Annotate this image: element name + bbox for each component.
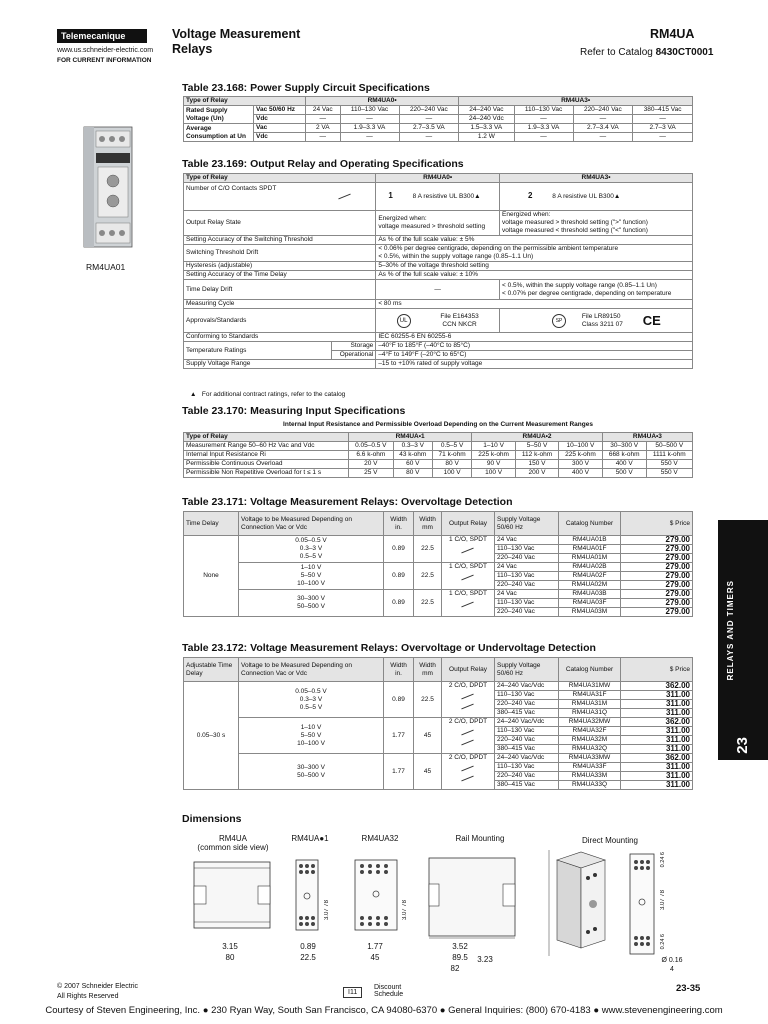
- ce-mark-icon: CE: [642, 312, 661, 328]
- contact-rating: 8 A resistive UL B300▲: [412, 193, 481, 200]
- type-of-relay: Type of Relay: [184, 97, 306, 106]
- time-delay-value: None: [184, 536, 239, 617]
- supply-voltage: 24–240 Vac/Vdc: [495, 682, 559, 691]
- dim-label-direct: Direct Mounting: [581, 836, 639, 845]
- storage-label: Storage: [332, 342, 376, 351]
- section-tab[interactable]: [718, 520, 768, 760]
- table-cell: 2.7–3.4 VA: [573, 124, 633, 133]
- price: 279.00: [621, 608, 693, 617]
- table-cell: 5–50 V: [515, 442, 558, 451]
- output-relay: 2 C/O, DPDT: [442, 682, 495, 718]
- csa-logo-icon: SP: [552, 314, 566, 328]
- table-cell: 24–240 Vdc: [459, 115, 514, 124]
- price: 362.00: [621, 718, 693, 727]
- table-cell: —: [514, 115, 573, 124]
- contact-symbol-icon: [459, 547, 477, 554]
- table-cell: —: [633, 115, 693, 124]
- brand-logo: Telemecanique: [57, 29, 147, 43]
- vdc-label: Vdc: [254, 133, 306, 142]
- table-cell: 50–500 V: [646, 442, 692, 451]
- discount-code: I11: [343, 987, 362, 998]
- contact-rating: 8 A resistive UL B300▲: [552, 193, 621, 200]
- group-rm4ua3: RM4UA3•: [459, 97, 693, 106]
- contact-symbol-icon: [459, 765, 477, 772]
- table-168: [183, 96, 693, 142]
- table-cell: —: [633, 133, 693, 142]
- operational-label: Operational: [332, 351, 376, 360]
- width-mm: 22.5: [414, 682, 442, 718]
- voltage-ranges: 1–10 V 5–50 V 10–100 V: [239, 563, 384, 590]
- catalog-number[interactable]: RM4UA01B: [559, 536, 621, 545]
- voltage-ranges: 30–300 V 50–500 V: [239, 590, 384, 617]
- table-row: [184, 682, 693, 691]
- catalog-number[interactable]: RM4UA33MW: [559, 754, 621, 763]
- table-row: [184, 590, 693, 599]
- table-cell: 1.2 W: [459, 133, 514, 142]
- table-cell: 71 k-ohm: [432, 451, 471, 460]
- front-view-wide-drawing: [353, 858, 401, 934]
- voltage-ranges: 0.05–0.5 V 0.3–3 V 0.5–5 V: [239, 536, 384, 563]
- dim-height: 3.07 78: [402, 900, 408, 921]
- type-of-relay: Type of Relay: [184, 433, 349, 442]
- rated-supply-label: Rated Supply Voltage (Un): [184, 106, 254, 124]
- contact-symbol-icon: [459, 574, 477, 581]
- dim-value: 0.89: [300, 942, 316, 951]
- table-cell: 150 V: [515, 460, 558, 469]
- dim-value: 1.77: [367, 942, 383, 951]
- supply-voltage: 380–415 Vac: [495, 709, 559, 718]
- supply-voltage: 110–130 Vac: [495, 763, 559, 772]
- spec-label: Approvals/Standards: [184, 309, 376, 333]
- price: 311.00: [621, 736, 693, 745]
- table-cell: 550 V: [646, 460, 692, 469]
- header-price: $ Price: [621, 658, 693, 682]
- table-cell: 25 V: [349, 469, 394, 478]
- product-image-caption: RM4UA01: [86, 262, 126, 272]
- output-state-label: Output Relay State: [184, 211, 376, 236]
- dim-value: 45: [370, 953, 380, 962]
- output-state-rm4ua0: Energized when: voltage measured > threshold setting: [376, 211, 500, 236]
- dim-top: 0.24 6: [660, 852, 666, 868]
- group-rm4ua1: RM4UA•1: [349, 433, 472, 442]
- table-cell: 6.6 k-ohm: [349, 451, 394, 460]
- contact-symbol-icon: [459, 703, 477, 710]
- spec-label: Setting Accuracy of the Time Delay: [184, 271, 376, 280]
- header-supply-voltage: Supply Voltage 50/60 Hz: [495, 658, 559, 682]
- side-view-drawing: [190, 858, 275, 933]
- dim-value: 3.52: [452, 942, 468, 951]
- table-cell: —: [340, 115, 399, 124]
- table-169-title: Table 23.169: Output Relay and Operating Specifications: [182, 158, 464, 170]
- table-cell: 0.05–0.5 V: [349, 442, 394, 451]
- table-row: [184, 451, 693, 460]
- supply-voltage: 220–240 Vac: [495, 772, 559, 781]
- product-code: RM4UA: [650, 27, 695, 41]
- width-in: 0.89: [384, 682, 414, 718]
- table-row: [184, 563, 693, 572]
- table-cell: 400 V: [602, 460, 646, 469]
- catalog-number[interactable]: RM4UA31Q: [559, 709, 621, 718]
- price: 362.00: [621, 754, 693, 763]
- courtesy-line: Courtesy of Steven Engineering, Inc. ● 230 Ryan Way, South San Francisco, CA 94080-6370 ● General Inquiries: (800) 670-4183 ● www.stevenengineering.com: [45, 1005, 723, 1016]
- catalog-number[interactable]: RM4UA32M: [559, 736, 621, 745]
- table-cell: 2 VA: [306, 124, 341, 133]
- dim-height: 3.07 78: [324, 900, 330, 921]
- supply-voltage: 220–240 Vac: [495, 736, 559, 745]
- table-cell: 1.9–3.3 VA: [514, 124, 573, 133]
- price: 311.00: [621, 727, 693, 736]
- table-cell: 220–240 Vac: [399, 106, 459, 115]
- contact-count: 2: [528, 191, 533, 200]
- table-cell: 60 V: [393, 460, 432, 469]
- spec-label: Conforming to Standards: [184, 333, 376, 342]
- supply-voltage: 110–130 Vac: [495, 545, 559, 554]
- price: 311.00: [621, 745, 693, 754]
- price: 311.00: [621, 709, 693, 718]
- table-170: [183, 432, 693, 478]
- spec-label: Switching Threshold Drift: [184, 245, 376, 262]
- catalog-number[interactable]: RM4UA32Q: [559, 745, 621, 754]
- approval-ul: UL File E164353 CCN NKCR: [376, 309, 500, 333]
- supply-voltage: 220–240 Vac: [495, 581, 559, 590]
- row-label: Measurement Range 50–60 Hz Vac and Vdc: [184, 442, 349, 451]
- table-cell: 112 k-ohm: [515, 451, 558, 460]
- catalog-number[interactable]: RM4UA02B: [559, 563, 621, 572]
- table-cell: 1–10 V: [472, 442, 516, 451]
- supply-voltage: 110–130 Vac: [495, 599, 559, 608]
- header-supply-voltage: Supply Voltage 50/60 Hz: [495, 512, 559, 536]
- header-output-relay: Output Relay: [442, 658, 495, 682]
- spec-value: –40°F to 185°F (–40°C to 85°C): [376, 342, 693, 351]
- width-in: 0.89: [384, 590, 414, 617]
- header-price: $ Price: [621, 512, 693, 536]
- table-row: [184, 442, 693, 451]
- table-169: [183, 173, 693, 369]
- contact-symbol-icon: [336, 193, 354, 200]
- table-cell: 1.5–3.3 VA: [459, 124, 514, 133]
- header-time-delay: Time Delay: [184, 512, 239, 536]
- output-relay: 1 C/O, SPDT: [442, 563, 495, 590]
- price: 311.00: [621, 781, 693, 790]
- contacts-label: Number of C/O Contacts SPDT: [184, 183, 376, 211]
- supply-voltage: 24 Vac: [495, 590, 559, 599]
- row-label: Permissible Continuous Overload: [184, 460, 349, 469]
- catalog-number[interactable]: RM4UA33Q: [559, 781, 621, 790]
- table-cell: 43 k-ohm: [393, 451, 432, 460]
- catalog-number[interactable]: RM4UA31F: [559, 691, 621, 700]
- dim-label-rail: Rail Mounting: [455, 834, 505, 843]
- spec-value: —: [376, 280, 500, 300]
- table-row: [184, 469, 693, 478]
- contact-symbol-icon: [459, 601, 477, 608]
- dim-value: 3.23: [477, 955, 493, 964]
- group-rm4ua0: RM4UA0•: [306, 97, 459, 106]
- table-170-caption: Internal Input Resistance and Permissible Overload Depending on the Current Measurement Ranges: [283, 421, 593, 428]
- contact-count: 1: [388, 191, 393, 200]
- table-cell: 0.5–5 V: [432, 442, 471, 451]
- catalog-number[interactable]: RM4UA01F: [559, 545, 621, 554]
- vac5060-label: Vac 50/60 Hz: [254, 106, 306, 115]
- table-cell: 200 V: [515, 469, 558, 478]
- table-cell: —: [306, 133, 341, 142]
- table-cell: —: [340, 133, 399, 142]
- front-view-narrow-drawing: [294, 858, 322, 934]
- dim-label-rm4ua1: RM4UA●1: [291, 834, 329, 843]
- width-mm: 45: [414, 754, 442, 790]
- price: 279.00: [621, 599, 693, 608]
- header-voltage: Voltage to be Measured Depending on Connection Vac or Vdc: [239, 512, 384, 536]
- section-tab-label: RELAYS AND TIMERS: [726, 580, 735, 681]
- spec-value: –4°F to 149°F (–20°C to 65°C): [376, 351, 693, 360]
- output-relay: 2 C/O, DPDT: [442, 718, 495, 754]
- table-cell: —: [514, 133, 573, 142]
- dim-value: 3.15: [222, 942, 238, 951]
- ul-logo-icon: UL: [397, 314, 411, 328]
- table-cell: 380–415 Vac: [633, 106, 693, 115]
- supply-voltage: 220–240 Vac: [495, 608, 559, 617]
- contact-symbol-icon: [459, 739, 477, 746]
- header-output-relay: Output Relay: [442, 512, 495, 536]
- table-cell: —: [399, 133, 459, 142]
- dim-value: 89.5: [452, 953, 468, 962]
- table-cell: 1.9–3.3 VA: [340, 124, 399, 133]
- price: 279.00: [621, 572, 693, 581]
- supply-voltage: 24–240 Vac/Vdc: [495, 718, 559, 727]
- dim-value: 80: [225, 953, 235, 962]
- catalog-number[interactable]: RM4UA02F: [559, 572, 621, 581]
- hole-dim-mm: 4: [670, 966, 674, 973]
- dim-value: 82: [450, 964, 460, 973]
- table-cell: 225 k-ohm: [559, 451, 603, 460]
- table-cell: 80 V: [393, 469, 432, 478]
- header-time-delay: Adjustable Time Delay: [184, 658, 239, 682]
- supply-voltage: 380–415 Vac: [495, 781, 559, 790]
- average-consumption-label: Average Consumption at Un: [184, 124, 254, 142]
- rail-mounting-drawing: [425, 854, 520, 944]
- spec-value: As % of the full scale value: ± 5%: [376, 236, 693, 245]
- table-row: [184, 460, 693, 469]
- table-cell: —: [399, 115, 459, 124]
- header-width-mm: Width mm: [414, 658, 442, 682]
- price: 311.00: [621, 700, 693, 709]
- row-label: Permissible Non Repetitive Overload for t ≤ 1 s: [184, 469, 349, 478]
- table-row: [184, 754, 693, 763]
- price: 279.00: [621, 590, 693, 599]
- spec-label: Measuring Cycle: [184, 300, 376, 309]
- header-catalog-number: Catalog Number: [559, 658, 621, 682]
- spec-value: < 80 ms: [376, 300, 693, 309]
- table-cell: 100 V: [472, 469, 516, 478]
- width-in: 0.89: [384, 536, 414, 563]
- table-cell: 225 k-ohm: [472, 451, 516, 460]
- width-in: 0.89: [384, 563, 414, 590]
- table-cell: —: [573, 115, 633, 124]
- supply-voltage: 24 Vac: [495, 563, 559, 572]
- website-url[interactable]: www.us.schneider-electric.com: [57, 47, 154, 54]
- supply-voltage: 220–240 Vac: [495, 554, 559, 563]
- table-cell: —: [306, 115, 341, 124]
- hole-dim: Ø 0.16: [661, 957, 683, 964]
- group-rm4ua3: RM4UA•3: [602, 433, 692, 442]
- current-info: FOR CURRENT INFORMATION: [57, 57, 152, 64]
- table-cell: 0.3–3 V: [393, 442, 432, 451]
- output-relay: 1 C/O, SPDT: [442, 536, 495, 563]
- header-voltage: Voltage to be Measured Depending on Connection Vac or Vdc: [239, 658, 384, 682]
- table-cell: 220–240 Vac: [573, 106, 633, 115]
- table-169-note: ▲ For additional contract ratings, refer to the catalog: [190, 391, 346, 398]
- direct-front-drawing: [626, 852, 661, 960]
- table-cell: 110–130 Vac: [340, 106, 399, 115]
- header-width-in: Width in.: [384, 512, 414, 536]
- vac-label: Vac: [254, 124, 306, 133]
- header-width-mm: Width mm: [414, 512, 442, 536]
- table-171: [183, 511, 693, 617]
- supply-voltage: 110–130 Vac: [495, 572, 559, 581]
- table-cell: 1111 k-ohm: [646, 451, 692, 460]
- output-relay: 2 C/O, DPDT: [442, 754, 495, 790]
- table-cell: 100 V: [432, 469, 471, 478]
- spec-label: Time Delay Drift: [184, 280, 376, 300]
- page-title: Voltage Measurement Relays: [172, 27, 301, 56]
- dim-height: 3.07 78: [660, 890, 666, 911]
- table-cell: 2.7–3 VA: [633, 124, 693, 133]
- spec-label: Hysteresis (adjustable): [184, 262, 376, 271]
- supply-voltage: 220–240 Vac: [495, 700, 559, 709]
- table-cell: 30–300 V: [602, 442, 646, 451]
- table-cell: 90 V: [472, 460, 516, 469]
- voltage-ranges: 0.05–0.5 V 0.3–3 V 0.5–5 V: [239, 682, 384, 718]
- price: 311.00: [621, 691, 693, 700]
- width-mm: 22.5: [414, 590, 442, 617]
- type-of-relay: Type of Relay: [184, 174, 376, 183]
- table-cell: 80 V: [432, 460, 471, 469]
- table-row: [184, 536, 693, 545]
- catalog-number[interactable]: RM4UA31MW: [559, 682, 621, 691]
- copyright-rights: All Rights Reserved: [57, 993, 119, 1000]
- output-relay: 1 C/O, SPDT: [442, 590, 495, 617]
- catalog-number[interactable]: RM4UA32F: [559, 727, 621, 736]
- table-170-title: Table 23.170: Measuring Input Specifications: [182, 405, 406, 417]
- width-in: 1.77: [384, 718, 414, 754]
- table-172: [183, 657, 693, 790]
- dim-label-rm4ua: RM4UA (common side view): [197, 834, 269, 852]
- table-cell: 300 V: [559, 460, 603, 469]
- width-in: 1.77: [384, 754, 414, 790]
- width-mm: 45: [414, 718, 442, 754]
- supply-voltage: 110–130 Vac: [495, 691, 559, 700]
- spec-value: As % of the full scale value: ± 10%: [376, 271, 693, 280]
- catalog-number[interactable]: RM4UA02M: [559, 581, 621, 590]
- catalog-number[interactable]: RM4UA03F: [559, 599, 621, 608]
- group-rm4ua0: RM4UA0•: [376, 174, 500, 183]
- supply-voltage: 380–415 Vac: [495, 745, 559, 754]
- price: 279.00: [621, 554, 693, 563]
- price: 279.00: [621, 545, 693, 554]
- catalog-number[interactable]: RM4UA03B: [559, 590, 621, 599]
- discount-schedule: Discount Schedule: [374, 984, 404, 998]
- spec-value: < 0.06% per degree centigrade, depending on the permissible ambient temperature < 0.5%, within the supply voltage range (0.85–1.1 Un): [376, 245, 693, 262]
- catalog-number[interactable]: RM4UA03M: [559, 608, 621, 617]
- table-cell: 24–240 Vac: [459, 106, 514, 115]
- price: 311.00: [621, 772, 693, 781]
- dimensions-title: Dimensions: [182, 813, 242, 825]
- spec-value: IEC 60255-6 EN 60255-6: [376, 333, 693, 342]
- price: 362.00: [621, 682, 693, 691]
- group-rm4ua3: RM4UA3•: [500, 174, 693, 183]
- approval-csa: SP File LR89150 Class 3211 07 CE: [500, 309, 693, 333]
- spec-label: Setting Accuracy of the Switching Threshold: [184, 236, 376, 245]
- time-delay-value: 0.05–30 s: [184, 682, 239, 790]
- catalog-reference: Refer to Catalog 8430CT0001: [580, 47, 714, 58]
- catalog-number[interactable]: RM4UA31M: [559, 700, 621, 709]
- table-cell: 10–100 V: [559, 442, 603, 451]
- group-rm4ua2: RM4UA•2: [472, 433, 603, 442]
- catalog-number[interactable]: RM4UA33M: [559, 772, 621, 781]
- price: 279.00: [621, 581, 693, 590]
- dim-bottom: 0.24 6: [660, 934, 666, 950]
- row-label: Internal Input Resistance Ri: [184, 451, 349, 460]
- header-catalog-number: Catalog Number: [559, 512, 621, 536]
- table-171-title: Table 23.171: Voltage Measurement Relays: Overvoltage Detection: [182, 496, 513, 508]
- vdc-label: Vdc: [254, 115, 306, 124]
- table-cell: —: [573, 133, 633, 142]
- price: 279.00: [621, 563, 693, 572]
- table-cell: 2.7–3.5 VA: [399, 124, 459, 133]
- spec-label: Supply Voltage Range: [184, 360, 376, 369]
- table-cell: 550 V: [646, 469, 692, 478]
- dim-value: 22.5: [300, 953, 316, 962]
- dim-label-rm4ua32: RM4UA32: [361, 834, 399, 843]
- output-state-rm4ua3: Energized when: voltage measured > threshold setting (">" function) voltage measured < threshold setting ("<" function): [500, 211, 693, 236]
- table-cell: 400 V: [559, 469, 603, 478]
- table-172-title: Table 23.172: Voltage Measurement Relays: Overvoltage or Undervoltage Detection: [182, 642, 596, 654]
- contact-symbol-icon: [459, 775, 477, 782]
- section-tab-number: 23: [734, 737, 751, 754]
- price: 311.00: [621, 763, 693, 772]
- table-cell: 668 k-ohm: [602, 451, 646, 460]
- contact-symbol-icon: [459, 693, 477, 700]
- spec-value: –15 to +10% rated of supply voltage: [376, 360, 693, 369]
- catalog-number[interactable]: RM4UA33F: [559, 763, 621, 772]
- voltage-ranges: 1–10 V 5–50 V 10–100 V: [239, 718, 384, 754]
- catalog-number[interactable]: RM4UA01M: [559, 554, 621, 563]
- table-cell: 24 Vac: [306, 106, 341, 115]
- catalog-number[interactable]: RM4UA32MW: [559, 718, 621, 727]
- voltage-ranges: 30–300 V 50–500 V: [239, 754, 384, 790]
- spec-value: 5–30% of the voltage threshold setting: [376, 262, 693, 271]
- header-width-in: Width in.: [384, 658, 414, 682]
- relay-product-image: [82, 123, 137, 251]
- supply-voltage: 110–130 Vac: [495, 727, 559, 736]
- table-168-title: Table 23.168: Power Supply Circuit Specifications: [182, 82, 430, 94]
- spec-label: Temperature Ratings: [184, 342, 332, 360]
- spec-value: < 0.5%, within the supply voltage range (0.85–1.1 Un) < 0.07% per degree centigrade, depending on temperature: [500, 280, 693, 300]
- price: 279.00: [621, 536, 693, 545]
- table-cell: 110–130 Vac: [514, 106, 573, 115]
- contact-symbol-icon: [459, 729, 477, 736]
- direct-mounting-drawing: [543, 848, 618, 958]
- table-cell: 20 V: [349, 460, 394, 469]
- table-row: [184, 718, 693, 727]
- supply-voltage: 24 Vac: [495, 536, 559, 545]
- width-mm: 22.5: [414, 563, 442, 590]
- page-number: 23-35: [676, 983, 701, 994]
- table-cell: 500 V: [602, 469, 646, 478]
- supply-voltage: 24–240 Vac/Vdc: [495, 754, 559, 763]
- width-mm: 22.5: [414, 536, 442, 563]
- copyright: © 2007 Schneider Electric: [57, 983, 139, 990]
